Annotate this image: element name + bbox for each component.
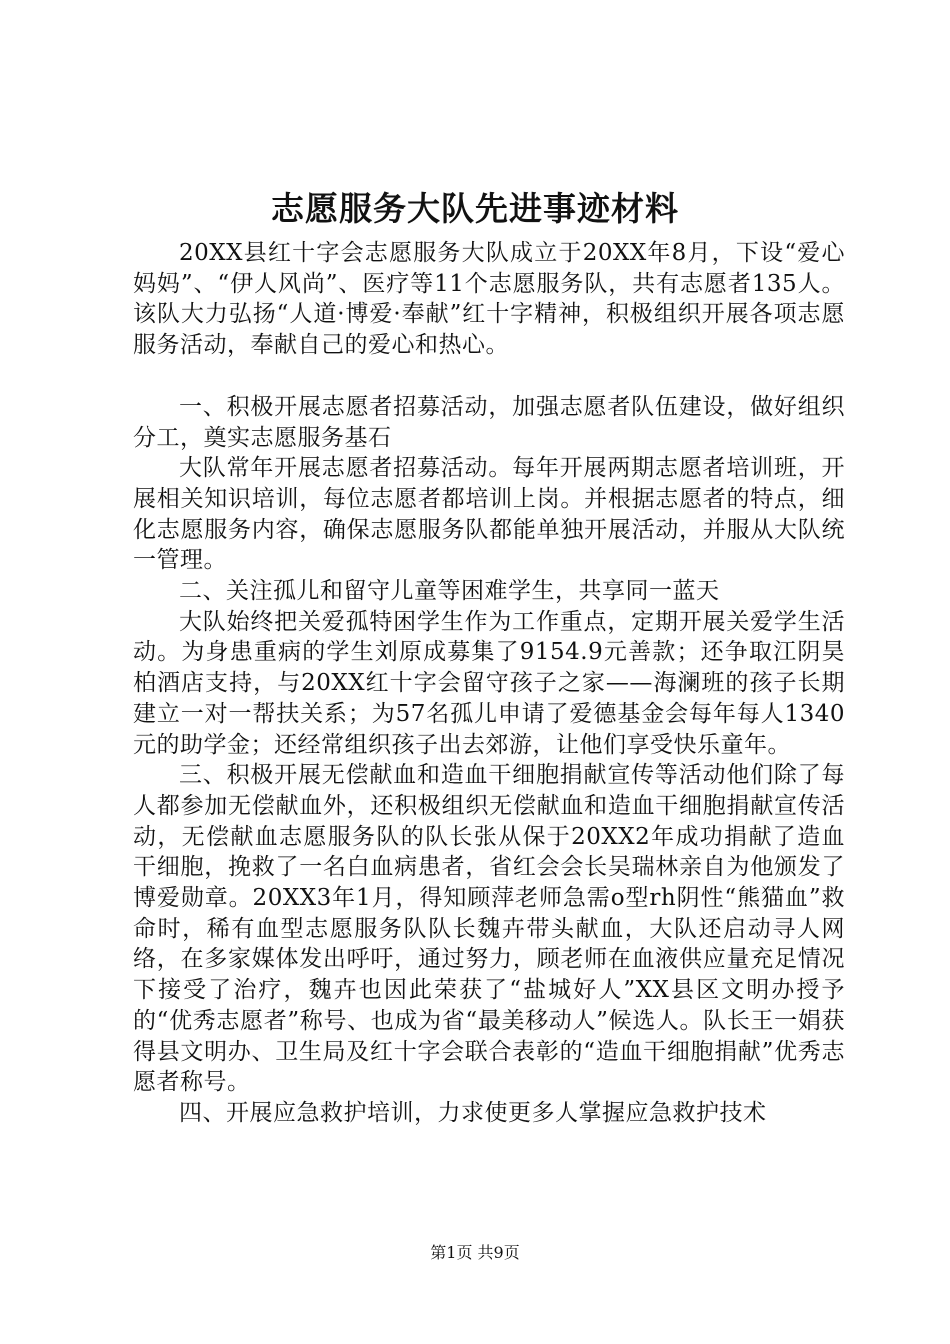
section-heading-4: 四、开展应急救护培训，力求使更多人掌握应急救护技术	[179, 1099, 767, 1126]
page-number-footer: 第1页 共9页	[430, 1243, 520, 1262]
section-heading-1: 一、积极开展志愿者招募活动，加强志愿者队伍建设，做好组织分工，奠实志愿服务基石	[133, 393, 845, 451]
document-title: 志愿服务大队先进事迹材料	[271, 189, 679, 228]
intro-paragraph: 20XX县红十字会志愿服务大队成立于20XX年8月，下设“爱心妈妈”、“伊人风尚”、医疗等11个志愿服务队，共有志愿者135人。该队大力弘扬“人道·博爱·奉献”红十字精神，积极组织开展各项志愿服务活动，奉献自己的爱心和热心。	[133, 240, 845, 359]
section-heading-2: 二、关注孤儿和留守儿童等困难学生，共享同一蓝天	[179, 578, 720, 605]
document-body	[133, 238, 845, 1129]
section-heading-and-paragraph-3: 三、积极开展无偿献血和造血干细胞捐献宣传等活动他们除了每人都参加无偿献血外，还积极组织无偿献血和造血干细胞捐献宣传活动，无偿献血志愿服务队的队长张从保于20XX2年成功捐献了造血干细胞，挽救了一名白血病患者，省红会会长吴瑞林亲自为他颁发了博爱勋章。20XX3年1月，得知顾萍老师急需o型rh阴性“熊猫血”救命时，稀有血型志愿服务队队长魏卉带头献血，大队还启动寻人网络，在多家媒体发出呼吁，通过努力，顾老师在血液供应量充足情况下接受了治疗，魏卉也因此荣获了“盐城好人”XX县区文明办授予的“优秀志愿者”称号、也成为省“最美移动人”候选人。队长王一娟获得县文明办、卫生局及红十字会联合表彰的“造血干细胞捐献”优秀志愿者称号。	[133, 762, 845, 1096]
section-paragraph-2: 大队始终把关爱孤特困学生作为工作重点，定期开展关爱学生活动。为身患重病的学生刘原成募集了9154.9元善款；还争取江阴昊柏酒店支持，与20XX红十字会留守孩子之家——海澜班的孩子长期建立一对一帮扶关系；为57名孤儿申请了爱德基金会每年每人1340元的助学金；还经常组织孩子出去郊游，让他们享受快乐童年。	[133, 608, 845, 758]
section-paragraph-1: 大队常年开展志愿者招募活动。每年开展两期志愿者培训班，开展相关知识培训，每位志愿者都培训上岗。并根据志愿者的特点，细化志愿服务内容，确保志愿服务队都能单独开展活动，并服从大队统一管理。	[133, 455, 845, 574]
